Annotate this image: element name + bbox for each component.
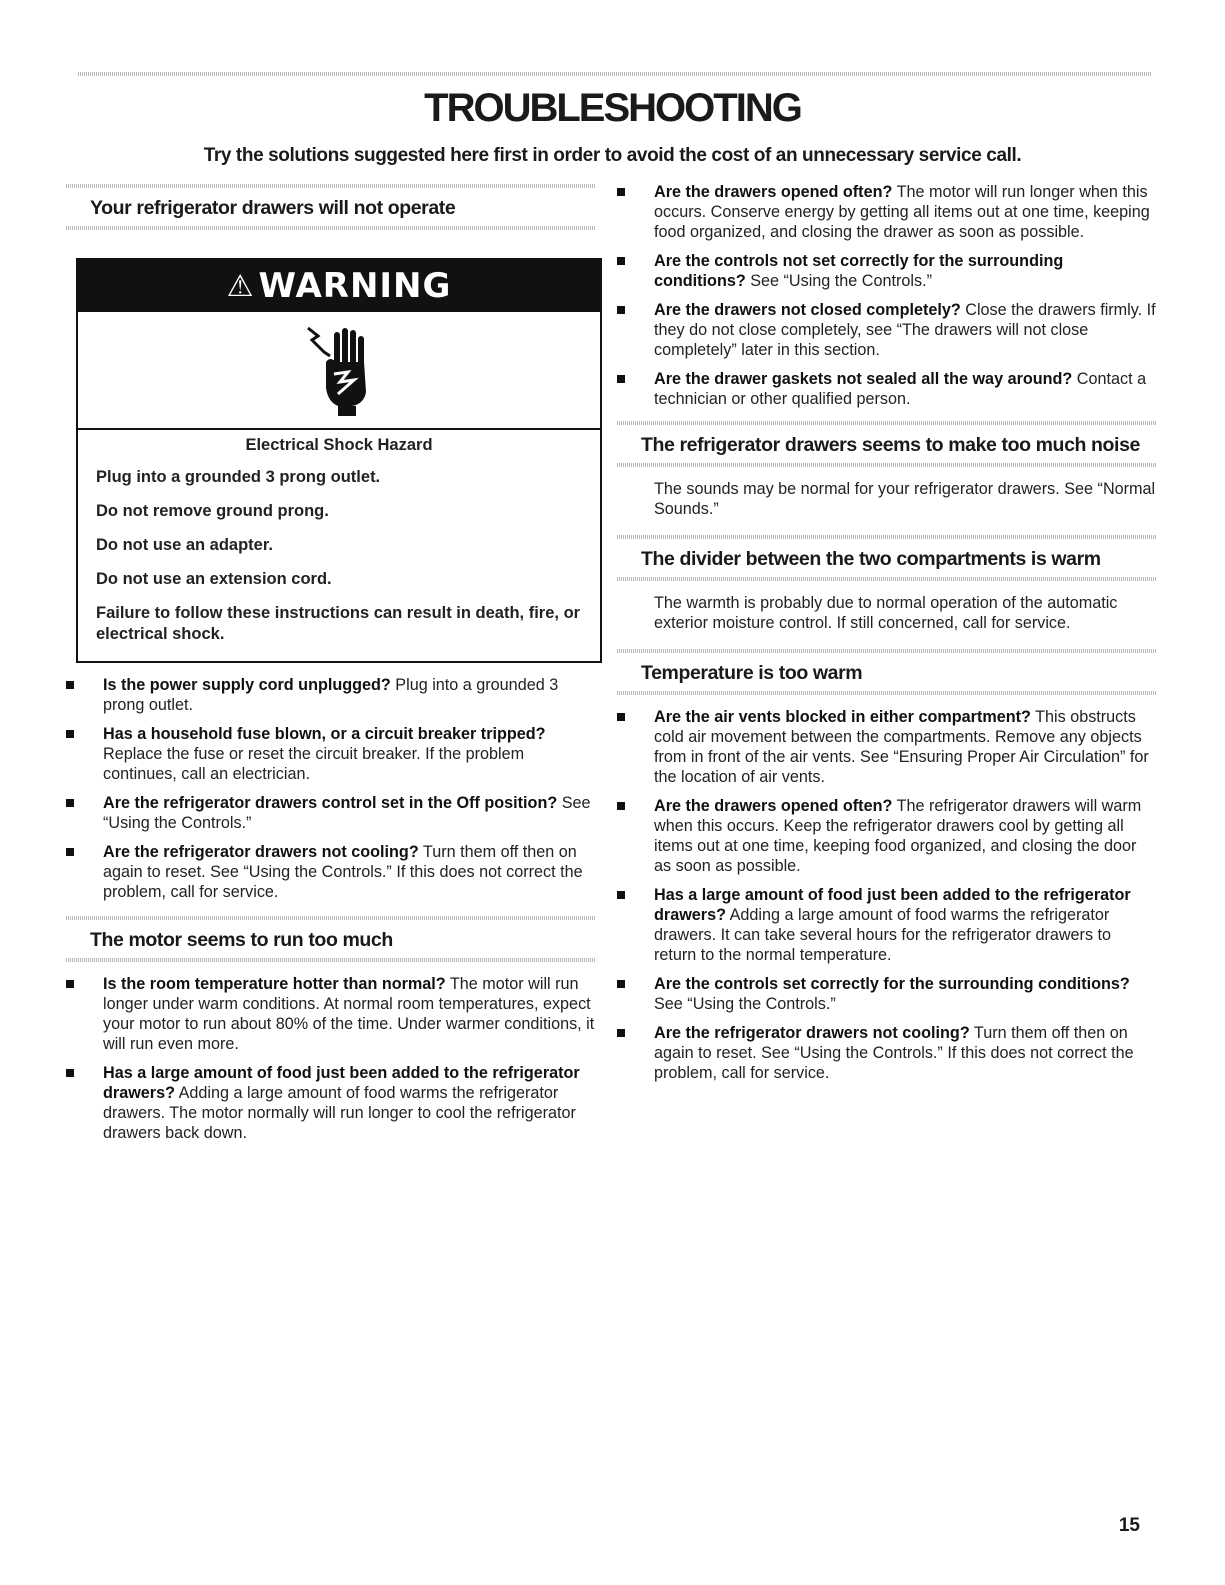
section-heading-noise [617,421,1157,467]
page-number: 15 [1118,1515,1140,1536]
warning-body [78,430,600,661]
page-title: TROUBLESHOOTING [424,86,801,130]
warning-line: Failure to follow these instructions can result in death, fire, or electrical shock. [96,604,581,643]
warning-box [76,258,602,663]
list-item: Are the drawers not closed completely? Close the drawers firmly. If they do not close completely, see “The drawers will not close completely” later in this section. [617,300,1157,360]
warning-triangle-icon: ⚠ [226,268,255,304]
warning-label: WARNING [258,266,452,306]
list-item: Has a household fuse blown, or a circuit breaker tripped? Replace the fuse or reset the circuit breaker. If the problem continues, call an electrician. [66,724,596,784]
list-item: Are the drawers opened often? The motor will run longer when this occurs. Conserve energy by getting all items out at one time, keeping food organized, and closing the drawer as soon as possible. [617,182,1157,242]
section-heading-temperature [617,649,1157,695]
list-not-operate [66,675,596,902]
warning-line: Do not use an adapter. [96,536,273,554]
divider-text: The warmth is probably due to normal operation of the automatic exterior moisture control. If still concerned, call for service. [654,594,1118,632]
list-motor-continued [617,182,1157,409]
right-column [617,182,1157,1092]
heading-noise: The refrigerator drawers seems to make too much noise [641,434,1140,456]
list-motor [66,974,596,1143]
list-item: Are the drawers opened often? The refrigerator drawers will warm when this occurs. Keep the refrigerator drawers cool by getting all items out at one time, keeping food organized, and closing the door as soon as possible. [617,796,1157,876]
noise-text: The sounds may be normal for your refrigerator drawers. See “Normal Sounds.” [654,480,1156,518]
list-item: Are the drawer gaskets not sealed all the way around? Contact a technician or other qualified person. [617,369,1157,409]
heading-divider: The divider between the two compartments is warm [641,548,1101,570]
heading-not-operate: Your refrigerator drawers will not operate [90,197,456,219]
warning-line: Do not remove ground prong. [96,502,329,520]
left-column [66,184,596,1152]
section-heading-motor [66,916,596,962]
heading-temperature: Temperature is too warm [641,662,863,684]
list-item: Are the controls not set correctly for the surrounding conditions? See “Using the Controls.” [617,251,1157,291]
warning-icon-area [78,312,600,430]
warning-line: Do not use an extension cord. [96,570,332,588]
list-item: Are the refrigerator drawers not cooling? Turn them off then on again to reset. See “Using the Controls.” If this does not correct the problem, call for service. [617,1023,1157,1083]
list-item: Are the controls set correctly for the surrounding conditions? See “Using the Controls.” [617,974,1157,1014]
list-item: Are the air vents blocked in either compartment? This obstructs cold air movement between the compartments. Remove any objects from in front of the air vents. See “Ensuring Proper Air Circulation” for the location of air vents. [617,707,1157,787]
hazard-title: Electrical Shock Hazard [245,436,433,454]
section-heading-not-operate [66,184,596,230]
heading-motor: The motor seems to run too much [90,929,393,951]
list-item: Are the refrigerator drawers control set in the Off position? See “Using the Controls.” [66,793,596,833]
list-item: Are the refrigerator drawers not cooling? Turn them off then on again to reset. See “Using the Controls.” If this does not correct the problem, call for service. [66,842,596,902]
top-rule [78,72,1152,76]
warning-line: Plug into a grounded 3 prong outlet. [96,468,381,486]
section-heading-divider [617,535,1157,581]
page-subtitle: Try the solutions suggested here first in order to avoid the cost of an unnecessary service call. [203,145,1022,166]
warning-banner [78,260,600,312]
list-item: Has a large amount of food just been added to the refrigerator drawers? Adding a large amount of food warms the refrigerator drawers. The motor normally will run longer to cool the refrigerator drawers back down. [66,1063,596,1143]
electric-shock-hand-icon [304,322,374,418]
list-temperature [617,707,1157,1083]
list-item: Has a large amount of food just been added to the refrigerator drawers? Adding a large amount of food warms the refrigerator drawers. It can take several hours for the refrigerator drawers to return to the normal temperature. [617,885,1157,965]
list-item: Is the power supply cord unplugged? Plug into a grounded 3 prong outlet. [66,675,596,715]
list-item: Is the room temperature hotter than normal? The motor will run longer under warm conditions. At normal room temperatures, expect your motor to run about 80% of the time. Under warmer conditions, it will run even more. [66,974,596,1054]
